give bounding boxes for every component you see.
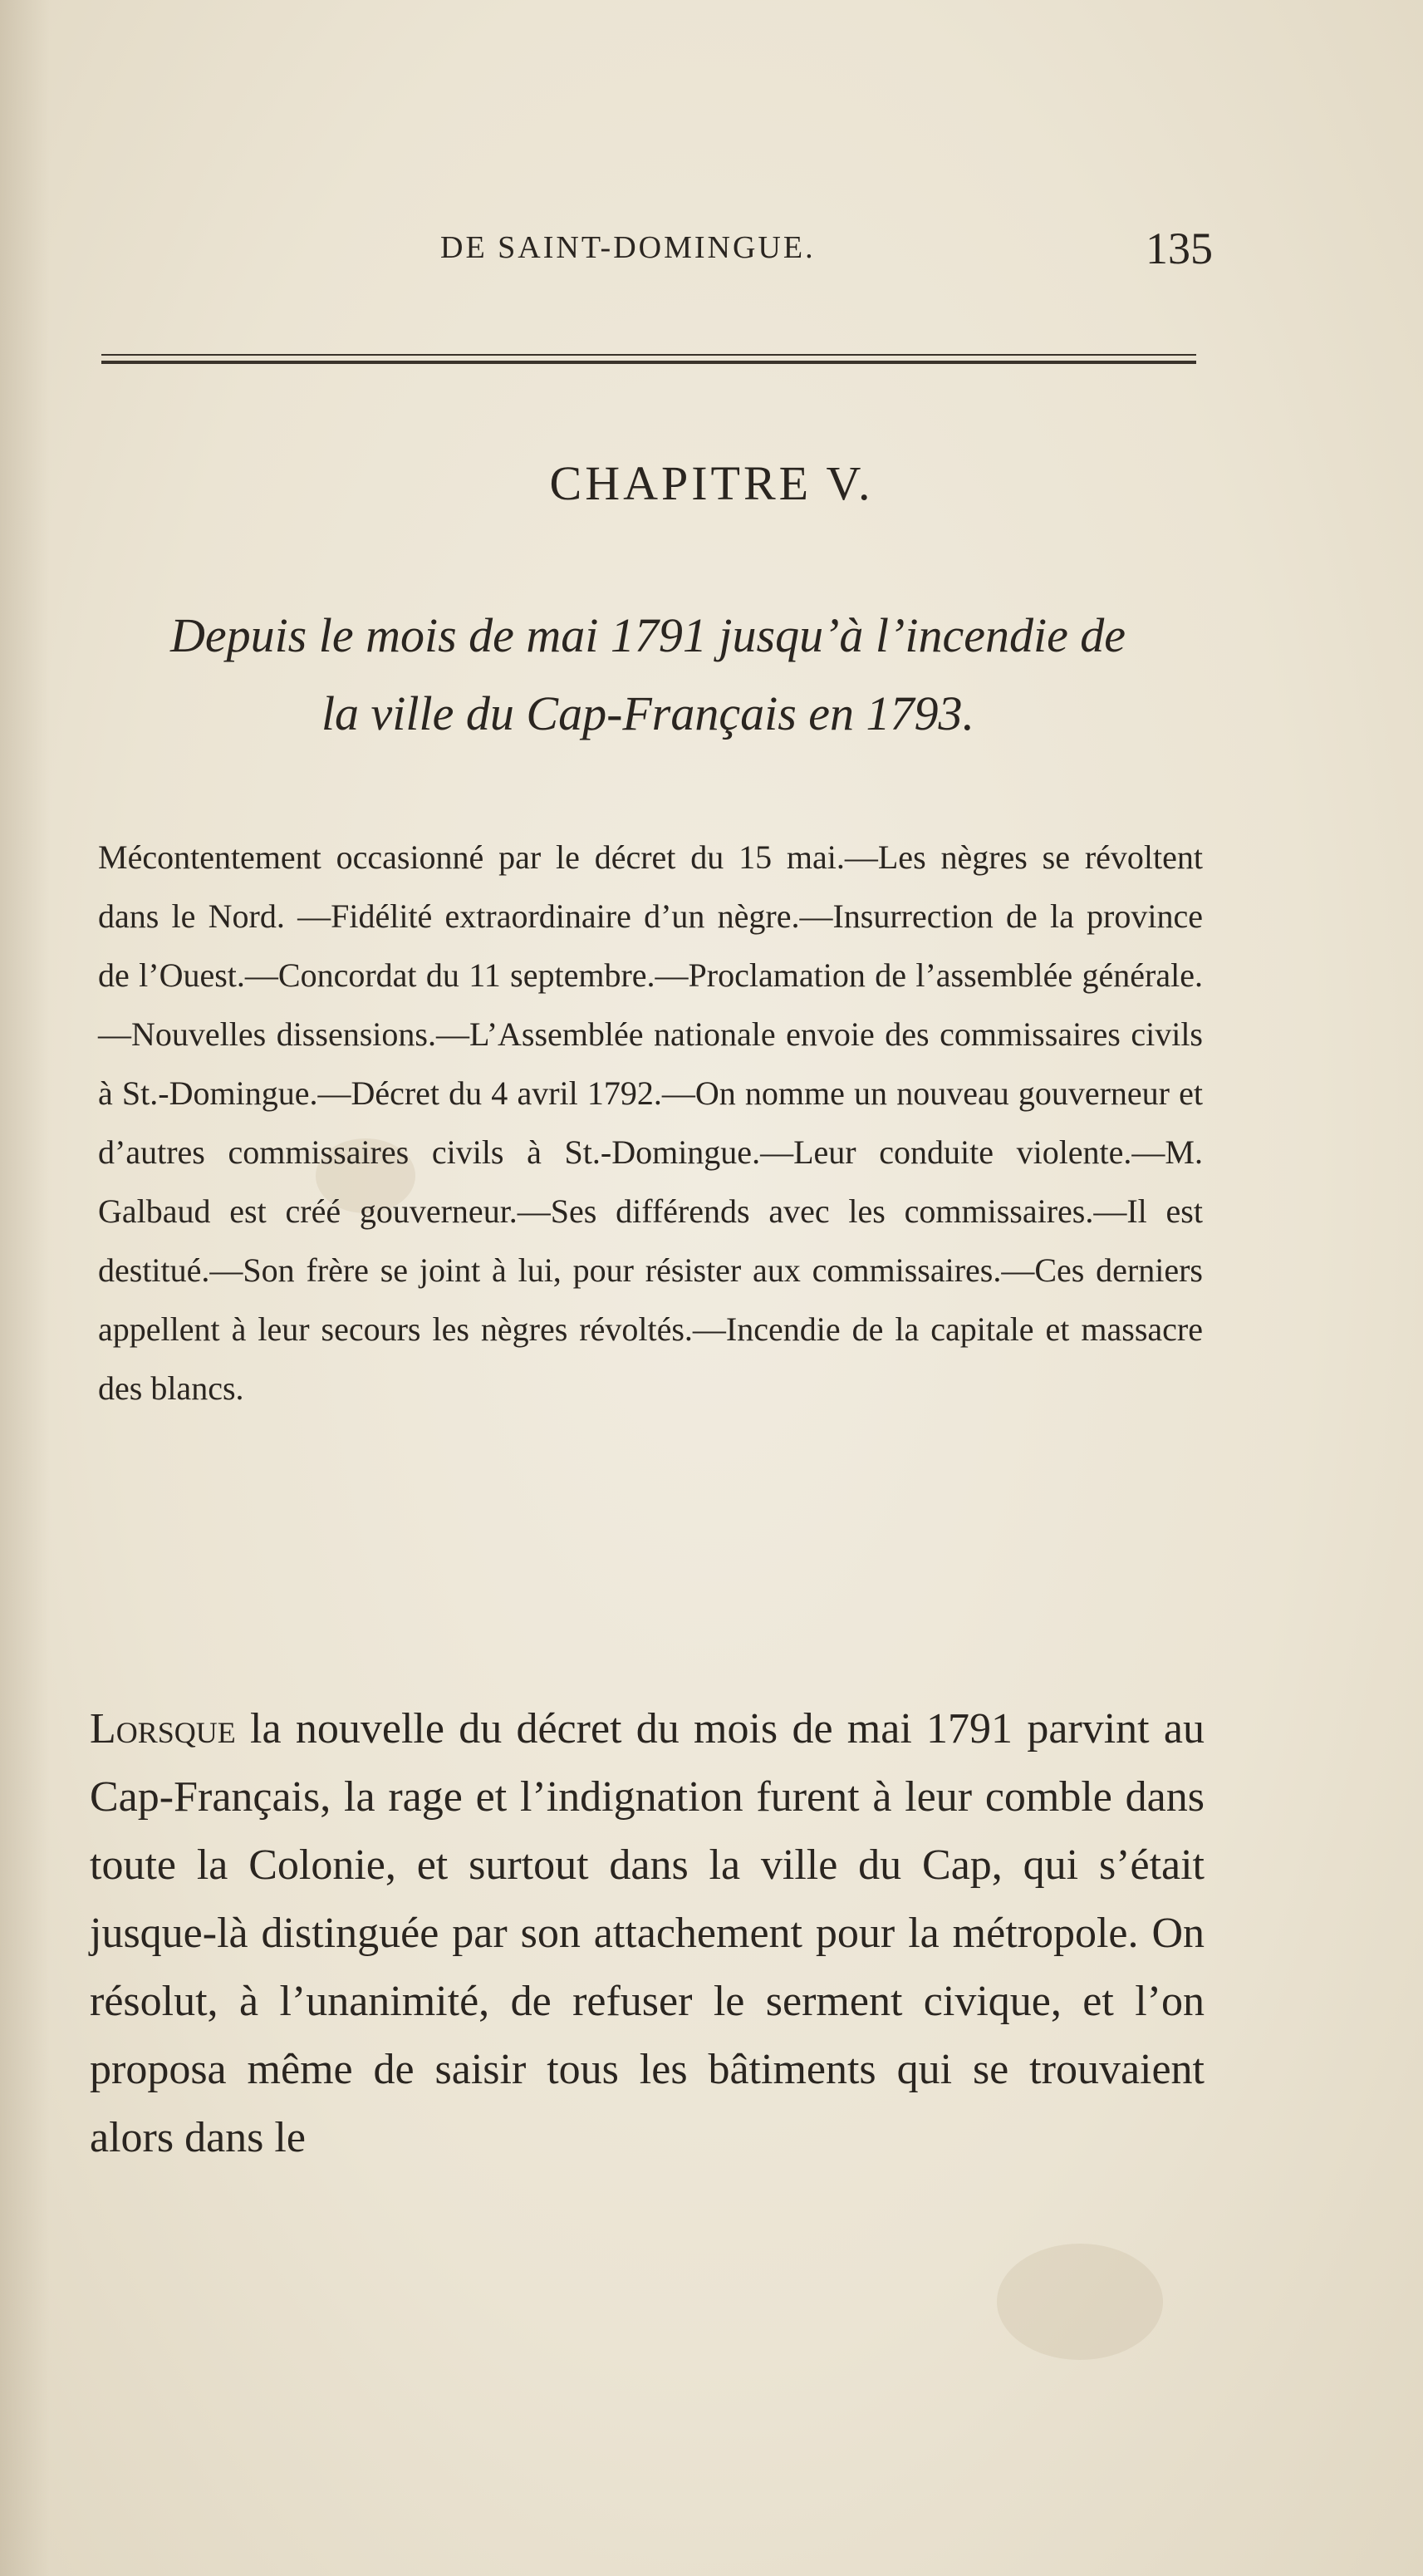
page-number: 135	[1146, 224, 1213, 273]
body-paragraph	[90, 1695, 1205, 2172]
spine-shadow	[0, 0, 50, 2576]
rule-thin-line	[101, 354, 1196, 356]
header-rule	[101, 354, 1196, 369]
paper-stain	[997, 2244, 1163, 2360]
running-title: DE SAINT-DOMINGUE.	[440, 230, 816, 265]
subtitle-line-1: Depuis le mois de mai 1791 jusqu’à l’incendie de	[169, 608, 1126, 662]
chapter-summary: Mécontentement occasionné par le décret du 15 mai.—Les nègres se révoltent dans le Nord. —Fidélité extraordinaire d’un nègre.—Insurrection de la province de l’Ouest.—Concordat du 11 septembre.—Proclamation de l’assemblée générale.—Nouvelles dissensions.—L’Assemblée nationale envoie des commissaires civils à St.-Domingue.—Décret du 4 avril 1792.—On nomme un nouveau gouverneur et d’autres commissaires civils à St.-Domingue.—Leur conduite violente.—M. Galbaud est créé gouverneur.—Ses différends avec les commissaires.—Il est destitué.—Son frère se joint à lui, pour résister aux commissaires.—Ces derniers appellent à leur secours les nègres révoltés.—Incendie de la capitale et massacre des blancs.	[98, 838, 1203, 1407]
rule-thick-line	[101, 361, 1196, 364]
running-head	[100, 223, 1213, 281]
chapter-subtitle	[91, 597, 1205, 753]
paragraph-text: la nouvelle du décret du mois de mai 1791 parvint au Cap-Français, la rage et l’indignation furent à leur comble dans toute la Colonie, et surtout dans la ville du Cap, qui s’était jusque-là distinguée par son attachement pour la métropole. On résolut, à l’unanimité, de refuser le serment civique, et l’on proposa même de saisir tous les bâtiments qui se trouvaient alors dans le	[90, 1705, 1205, 2161]
chapter-heading: CHAPITRE V.	[549, 456, 874, 510]
subtitle-line-2: la ville du Cap-Français en 1793.	[321, 686, 975, 740]
opening-word: Lorsque	[90, 1705, 236, 1753]
